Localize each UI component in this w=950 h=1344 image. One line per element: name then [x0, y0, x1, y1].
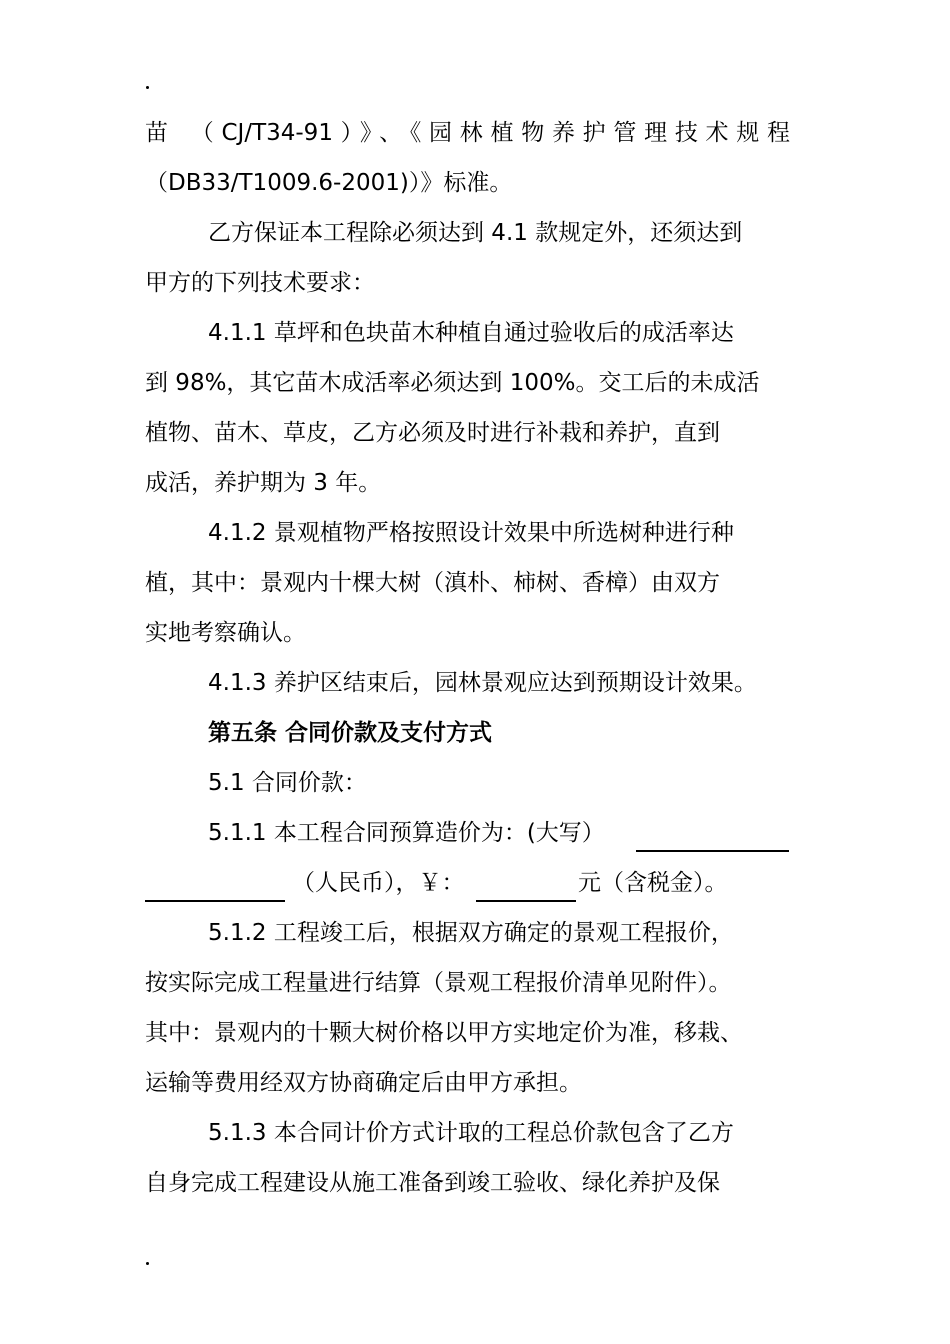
text-line: 5.1.3 本合同计价方式计取的工程总价款包含了乙方 — [208, 1120, 734, 1146]
text-line: 植，其中：景观内十棵大树（滇朴、柿树、香樟）由双方 — [145, 570, 720, 596]
fill-in-blank-amount-words-cont[interactable] — [145, 872, 285, 902]
text-line: 苗 （CJ/T34-91）》、《园林植物养护管理技术规程 — [145, 120, 790, 146]
page-marker-dot-bottom — [146, 1262, 149, 1265]
text-line: 乙方保证本工程除必须达到 4.1 款规定外，还须达到 — [208, 220, 743, 246]
fill-in-blank-amount-words[interactable] — [636, 822, 789, 852]
text-line: 5.1 合同价款： — [208, 770, 367, 796]
section-heading: 第五条 合同价款及支付方式 — [208, 720, 493, 746]
fill-in-blank-amount-yuan[interactable] — [476, 872, 576, 902]
text-line: 实地考察确认。 — [145, 620, 306, 646]
text-line: （DB33/T1009.6-2001)）》标准。 — [145, 170, 513, 196]
page-marker-dot-top — [146, 86, 149, 89]
text-line: 4.1.3 养护区结束后，园林景观应达到预期设计效果。 — [208, 670, 757, 696]
text-fragment: （人民币），￥： — [292, 870, 465, 896]
text-line: 运输等费用经双方协商确定后由甲方承担。 — [145, 1070, 582, 1096]
text-line: 自身完成工程建设从施工准备到竣工验收、绿化养护及保 — [145, 1170, 720, 1196]
text-line: 其中：景观内的十颗大树价格以甲方实地定价为准，移栽、 — [145, 1020, 743, 1046]
text-line: 4.1.2 景观植物严格按照设计效果中所选树种进行种 — [208, 520, 734, 546]
text-line: 到 98%，其它苗木成活率必须达到 100%。交工后的未成活 — [145, 370, 760, 396]
text-line: 植物、苗木、草皮，乙方必须及时进行补栽和养护，直到 — [145, 420, 720, 446]
text-line: 5.1.2 工程竣工后，根据双方确定的景观工程报价， — [208, 920, 734, 946]
text-line: 4.1.1 草坪和色块苗木种植自通过验收后的成活率达 — [208, 320, 734, 346]
text-line: 按实际完成工程量进行结算（景观工程报价清单见附件）。 — [145, 970, 732, 996]
text-fragment: 元（含税金）。 — [578, 870, 728, 896]
text-fragment: 5.1.1 本工程合同预算造价为：(大写） — [208, 820, 605, 846]
text-line: 成活，养护期为 3 年。 — [145, 470, 382, 496]
text-line: 甲方的下列技术要求： — [145, 270, 375, 296]
